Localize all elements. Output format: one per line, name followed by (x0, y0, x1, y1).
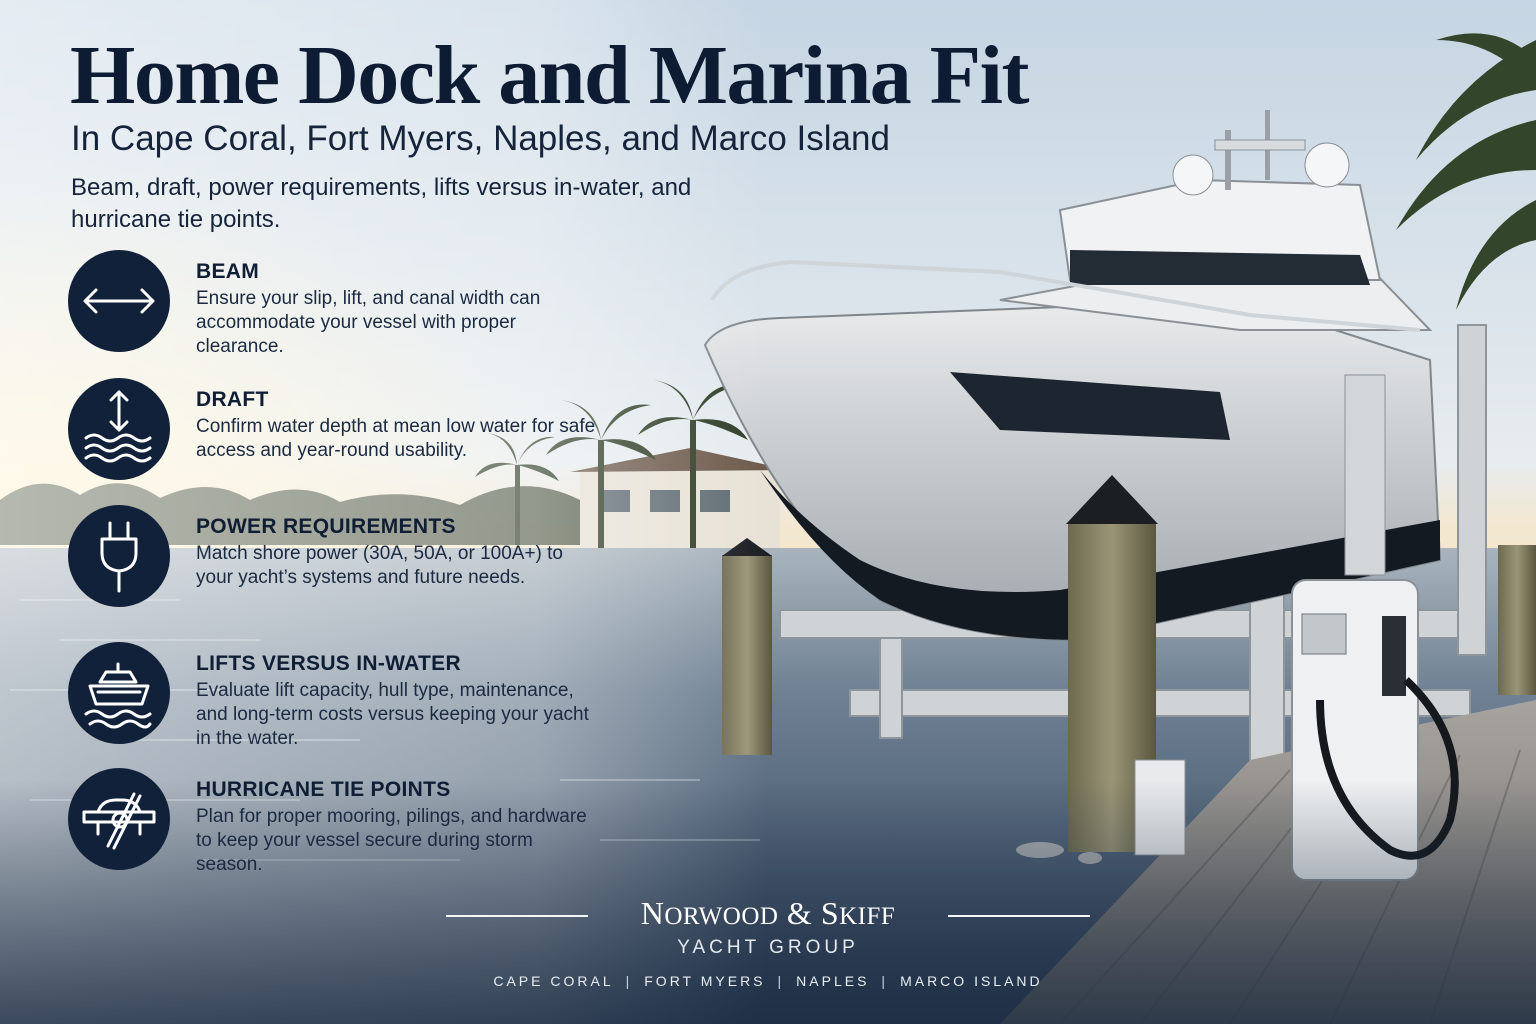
location-separator: | (777, 973, 785, 989)
feature-description: Confirm water depth at mean low water for safe access and year-round usability. (196, 416, 596, 462)
feature-heading: DRAFT (196, 388, 269, 411)
feature-heading: BEAM (196, 260, 260, 283)
feature-draft (68, 378, 596, 488)
page-title: Home Dock and Marina Fit (70, 29, 1028, 122)
power-plug-icon (68, 505, 170, 607)
feature-heading: LIFTS VERSUS IN-WATER (196, 652, 461, 675)
brand-block (446, 893, 1090, 1013)
feature-description: Match shore power (30A, 50A, or 100A+) to your yacht’s systems and future needs. (196, 543, 564, 589)
location-item: FORT MYERS (644, 973, 766, 989)
feature-description: Evaluate lift capacity, hull type, maintenance, and long-term costs versus keeping your yacht in the water. (196, 680, 589, 749)
brand-subtitle: YACHT GROUP (677, 937, 859, 958)
depth-arrow-waves-icon (68, 378, 170, 480)
location-separator: | (625, 973, 633, 989)
feature-lifts-versus-in-water (68, 642, 588, 752)
boat-on-water-icon (68, 642, 170, 744)
feature-power-requirements (68, 505, 588, 615)
location-item: MARCO ISLAND (900, 973, 1043, 989)
double-arrow-horizontal-icon (68, 250, 170, 352)
brand-name: NORWOOD & SKIFF (640, 895, 896, 931)
location-item: NAPLES (796, 973, 870, 989)
feature-description: Ensure your slip, lift, and canal width can accommodate your vessel with proper clearance. (196, 288, 541, 357)
location-separator: | (881, 973, 889, 989)
page-subtitle: In Cape Coral, Fort Myers, Naples, and Marco Island (71, 119, 890, 158)
location-list (446, 973, 1090, 989)
feature-hurricane-tie-points (68, 768, 588, 878)
location-item: CAPE CORAL (493, 973, 614, 989)
intro-text: Beam, draft, power requirements, lifts versus in-water, and hurricane tie points. (71, 174, 692, 233)
feature-heading: HURRICANE TIE POINTS (196, 778, 451, 801)
cleat-rope-icon (68, 768, 170, 870)
feature-heading: POWER REQUIREMENTS (196, 515, 456, 538)
feature-description: Plan for proper mooring, pilings, and hardware to keep your vessel secure during storm season. (196, 806, 587, 875)
feature-beam (68, 250, 588, 360)
